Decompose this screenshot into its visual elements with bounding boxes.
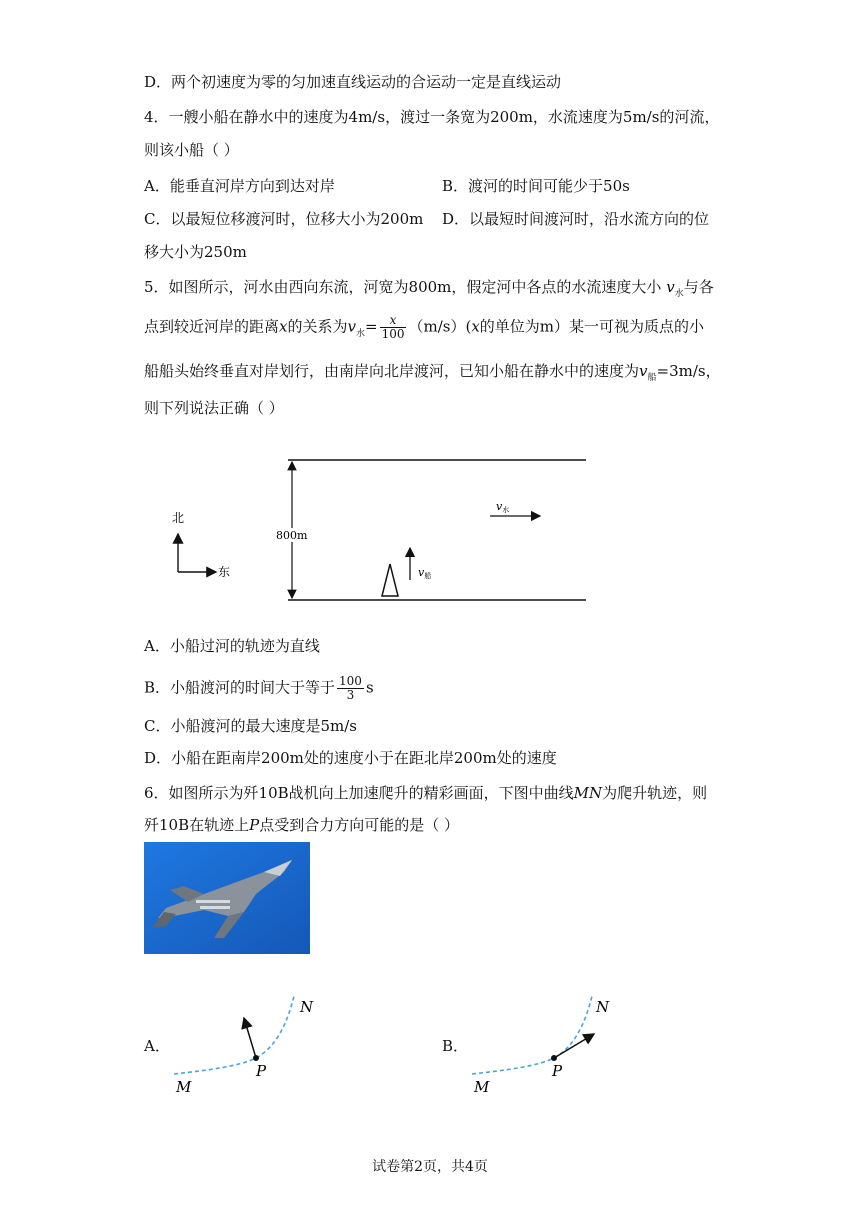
fighter-jet-photo [144, 842, 310, 954]
v-symbol: v [639, 362, 648, 380]
q4-stem-line2: 则该小船（ ） [144, 141, 239, 159]
v-water-subscript: 水 [674, 289, 684, 299]
q5-stem-text: （m/s）( [408, 317, 472, 336]
label-m: M [176, 1078, 192, 1096]
q5-stem-text: 与各 [683, 278, 714, 296]
river-width-label: 800m [276, 529, 308, 542]
q4-option-a: A．能垂直河岸方向到达对岸 [144, 177, 335, 195]
equals-sign: = [365, 317, 378, 336]
x-symbol: x [471, 317, 480, 336]
force-arrow [244, 1018, 256, 1058]
fraction-denominator: 3 [346, 688, 355, 702]
q5-stem-text: 船船头始终垂直对岸划行，由南岸向北岸渡河，已知小船在静水中的速度为 [144, 362, 640, 380]
q5-stem-text: =3m/s， [656, 362, 721, 380]
q5-stem-line1 [144, 277, 714, 300]
q4-option-b: B．渡河的时间可能少于50s [442, 177, 630, 195]
fraction-numerator: 100 [339, 674, 362, 688]
q5-stem-line3 [144, 361, 721, 384]
boat-triangle [382, 564, 398, 596]
q5-stem-line4: 则下列说法正确（ ） [144, 399, 284, 417]
q4-option-d-line2: 移大小为250m [144, 243, 247, 261]
boat-velocity-label: v船 [418, 566, 432, 580]
q3-option-d: D．两个初速度为零的匀加速直线运动的合运动一定是直线运动 [144, 73, 562, 91]
x-symbol: x [279, 317, 288, 336]
north-label: 北 [172, 511, 185, 525]
label-n: N [596, 998, 610, 1016]
fraction-numerator: x [380, 314, 407, 328]
q5-option-d: D．小船在距南岸200m处的速度小于在距北岸200m处的速度 [144, 749, 557, 767]
q6-option-a-diagram [170, 990, 320, 1100]
q5-option-b [144, 675, 374, 702]
water-velocity-label: v水 [496, 500, 510, 514]
q5-stem-line2 [144, 314, 704, 341]
q6-option-b-label: B． [442, 1037, 469, 1055]
trajectory-curve [174, 996, 294, 1074]
label-p: P [256, 1062, 267, 1080]
q6-stem-text: 歼10B在轨迹上 [144, 816, 250, 834]
q6-option-b-diagram [468, 990, 618, 1100]
fraction-100-over-3 [337, 675, 364, 702]
q4-option-c: C．以最短位移渡河时，位移大小为200m [144, 210, 424, 228]
label-n: N [300, 998, 314, 1016]
label-p: P [552, 1062, 563, 1080]
p-symbol: P [249, 816, 260, 834]
q5-option-b-text: B．小船渡河的时间大于等于 [144, 678, 336, 697]
fraction-x-over-100 [380, 314, 407, 341]
q5-option-a: A．小船过河的轨迹为直线 [144, 637, 320, 655]
river-diagram [160, 448, 600, 608]
q6-stem-text: 点受到合力方向可能的是（ ） [259, 816, 459, 834]
mn-symbol: MN [573, 784, 603, 802]
q5-stem-text: 5．如图所示，河水由西向东流，河宽为800m，假定河中各点的水流速度大小 [144, 278, 662, 296]
q6-stem-text: 为爬升轨迹，则 [602, 784, 708, 802]
q5-stem-text: 点到较近河岸的距离 [144, 317, 280, 336]
q5-stem-text: 的关系为 [287, 317, 348, 336]
unit-seconds: s [365, 678, 374, 697]
page-footer: 试卷第2页，共4页 [372, 1159, 488, 1175]
q5-option-c: C．小船渡河的最大速度是5m/s [144, 717, 357, 735]
label-m: M [474, 1078, 490, 1096]
fraction-denominator: 100 [381, 327, 405, 341]
q5-stem-text: 的单位为m）某一可视为质点的小 [479, 317, 705, 336]
q6-stem-line1 [144, 783, 707, 803]
east-label: 东 [218, 565, 231, 579]
v-water-subscript: 水 [355, 328, 365, 339]
v-symbol: v [666, 278, 675, 296]
q6-stem-text: 6．如图所示为歼10B战机向上加速爬升的精彩画面，下图中曲线 [144, 784, 574, 802]
v-boat-subscript: 船 [647, 373, 657, 383]
v-symbol: v [347, 317, 356, 336]
q6-stem-line2 [144, 815, 459, 835]
q4-option-d-line1: D．以最短时间渡河时，沿水流方向的位 [442, 210, 710, 228]
q4-stem-line1: 4．一艘小船在静水中的速度为4m/s，渡过一条宽为200m，水流速度为5m/s的河流， [144, 108, 720, 126]
q6-option-a-label: A． [144, 1037, 170, 1055]
force-arrow [554, 1034, 594, 1058]
trajectory-curve [472, 996, 592, 1074]
